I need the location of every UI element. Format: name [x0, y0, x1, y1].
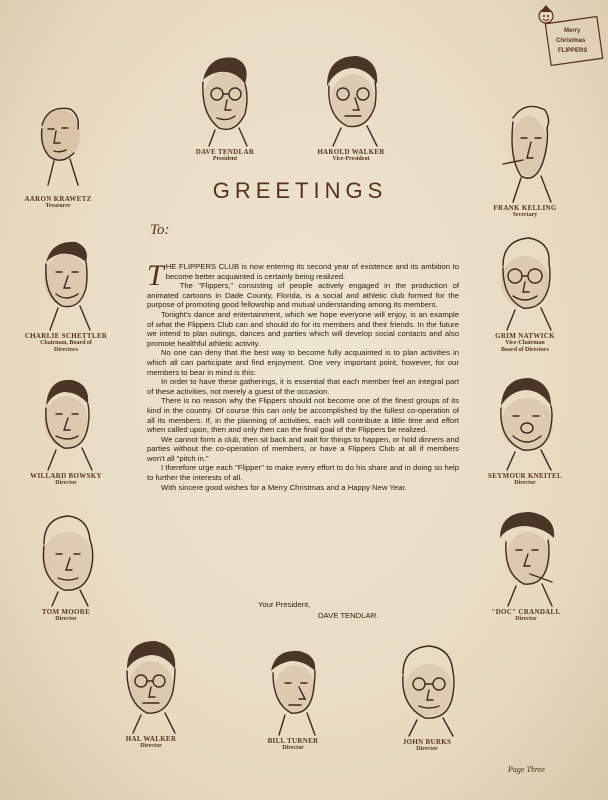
caricature-moore-drawing: [26, 508, 106, 608]
portrait-harold-walker: [296, 50, 406, 163]
letter-paragraph-8: I therefore urge each "Flipper" to make every effort to do his share and in doing so help to further the interests of all.: [147, 463, 459, 483]
name-willard-bowsky: WILLARD BOWSKY: [30, 472, 102, 480]
caricature-burks-drawing: [387, 640, 467, 738]
portrait-aaron-krawetz: [8, 95, 108, 210]
page-number: Page Three: [508, 765, 545, 774]
caricature-natwick-drawing: [485, 232, 565, 332]
letter-signature: DAVE TENDLAR.: [318, 611, 379, 620]
name-charlie-schettler: CHARLIE SCHETTLER: [24, 332, 108, 340]
title-seymour-kneitel: Director: [514, 480, 536, 486]
letter-paragraph-9: With sincere good wishes for a Merry Christmas and a Happy New Year.: [161, 482, 407, 492]
name-hal-walker: HAL WALKER: [125, 735, 177, 743]
name-doc-crandall: "DOC" CRANDALL: [491, 608, 561, 616]
caricature-hal-walker-drawing: [111, 635, 191, 735]
drop-cap: T: [147, 259, 164, 292]
badge-line-2: Christmas: [556, 38, 586, 44]
letter-paragraph-7: We cannot form a club, then sit back and wait for things to happen, or hold dinners and parties without the co-operation of members, or have a Flippers Club at all if members won't all "pitch in.": [147, 434, 459, 463]
caricature-harold-walker-drawing: [311, 50, 391, 148]
name-dave-tendlar: DAVE TENDLAR: [195, 148, 255, 156]
portrait-willard-bowsky: [10, 372, 122, 487]
name-seymour-kneitel: SEYMOUR KNEITEL: [488, 472, 562, 480]
title-dave-tendlar: President: [212, 156, 238, 162]
portrait-hal-walker: [96, 635, 206, 750]
portrait-bill-turner: [238, 645, 348, 752]
letter-paragraph-4: No one can deny that the best way to become fully acquainted is to plan activities in which all can participate and find enjoyment. One very important point, however, for our members to bear in mind is this:: [147, 348, 459, 377]
badge-line-3: FLIPPERS: [558, 48, 588, 54]
letter-closing: Your President,: [258, 600, 311, 609]
portrait-john-burks: [372, 640, 482, 753]
caricature-tendlar-drawing: [185, 50, 265, 148]
caricature-crandall-drawing: [486, 508, 566, 608]
portrait-tom-moore: [12, 508, 120, 623]
greetings-heading: GREETINGS: [212, 178, 388, 203]
name-grim-natwick: GRIM NATWICK: [495, 332, 555, 340]
caricature-turner-drawing: [253, 645, 333, 737]
portrait-charlie-schettler: [10, 232, 122, 354]
letter-body: [147, 259, 459, 492]
title-frank-kelling: Secretary: [512, 212, 538, 218]
title-tom-moore: Director: [55, 616, 77, 622]
letter-paragraph-3: Tonight's dance and entertainment, which we hope everyone will enjoy, is an example of what the Flippers Club can and should do for its members and their friends. In the future we intend to plan outings, dances and parties which will develop social contacts and also promote healthful athletic activity.: [147, 309, 459, 348]
title-harold-walker: Vice-President: [332, 156, 370, 162]
caricature-schettler-drawing: [26, 232, 106, 332]
name-aaron-krawetz: AARON KRAWETZ: [24, 195, 92, 203]
portrait-seymour-kneitel: [470, 372, 580, 487]
title-grim-natwick-2: Board of Directors: [501, 347, 549, 353]
caricature-kneitel-drawing: [485, 372, 565, 472]
title-willard-bowsky: Director: [55, 480, 77, 486]
name-john-burks: JOHN BURKS: [402, 738, 452, 746]
portrait-frank-kelling: [470, 98, 580, 219]
title-doc-crandall: Director: [515, 616, 537, 622]
caricature-krawetz-drawing: [18, 95, 98, 195]
letter-paragraph-6: There is no reason why the Flippers should not become one of the finest groups of its kind in the country. Of course this can only be accomplished by the fullest co-operation of all its members. If, in the planning of activities, each will contribute a little time and effort when called upon, then and only then can the final goal of the Flippers be realized.: [147, 396, 459, 435]
name-tom-moore: TOM MOORE: [41, 608, 91, 616]
letter-paragraph-1: THE FLIPPERS CLUB is now entering its second year of existence and its ambition to become better acquainted is certainly being realized.: [147, 259, 459, 292]
title-grim-natwick-1: Vice-Chairman: [505, 340, 545, 346]
letter-paragraph-5: In order to have these gatherings, it is essential that each member feel an integral part of these activities, not merely a guest of the occasion.: [147, 377, 459, 396]
title-aaron-krawetz: Treasurer: [45, 203, 71, 209]
name-bill-turner: BILL TURNER: [267, 737, 319, 745]
caricature-bowsky-drawing: [26, 372, 106, 472]
title-charlie-schettler-1: Chairman, Board of: [40, 340, 92, 346]
name-harold-walker: HAROLD WALKER: [317, 148, 385, 156]
title-bill-turner: Director: [282, 745, 304, 751]
title-hal-walker: Director: [140, 743, 162, 749]
title-john-burks: Director: [416, 746, 438, 752]
title-charlie-schettler-2: Directors: [54, 347, 78, 353]
name-frank-kelling: FRANK KELLING: [493, 204, 557, 212]
salutation-to: To:: [150, 222, 170, 238]
merry-christmas-badge: [534, 4, 604, 66]
badge-line-1: Merry: [564, 28, 581, 34]
portrait-dave-tendlar: [170, 50, 280, 163]
letter-paragraph-2: The "Flippers," consisting of people actively engaged in the production of animated cartoons in Dade County, Florida, is a social and athletic club formed for the purpose of promoting good fellowship and mutual understanding among its members.: [147, 281, 459, 310]
portrait-grim-natwick: [468, 232, 582, 354]
portrait-doc-crandall: [472, 508, 580, 623]
caricature-kelling-drawing: [485, 98, 565, 204]
